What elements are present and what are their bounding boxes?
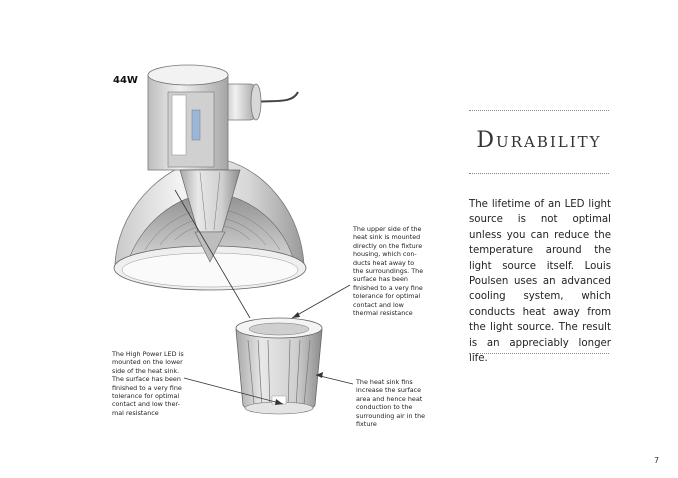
heat-sink-detail	[236, 318, 322, 414]
dotted-divider-top	[469, 110, 609, 111]
callout-upper-heat-sink: The upper side of the heat sink is mounted directly on the fixture housing, which con-ducts heat away to the surroundings. The surface has been finished to a very fine tolerance for optimal contact and low thermal resistance	[353, 225, 424, 318]
dotted-divider-bottom	[469, 353, 609, 354]
section-body: The lifetime of an LED light source is not optimal unless you can reduce the temperature around the light source itself. Louis Poulsen uses an advanced cooling system, which conducts heat away from the light source. The result is an appreciably longer life.	[469, 199, 611, 365]
callout-heat-sink-fins: The heat sink fins increase the surface area and hence heat conduction to the surrounding air in the fixture	[356, 378, 426, 429]
leader-line-top	[292, 285, 350, 318]
cable	[255, 92, 298, 102]
dotted-divider-middle	[469, 173, 609, 174]
section-heading: Durability	[476, 128, 602, 153]
wattage-label: 44W	[113, 75, 138, 86]
top-housing	[148, 65, 228, 170]
page-number: 7	[654, 456, 660, 465]
callout-high-power-led: The High Power LED is mounted on the lower side of the heat sink. The surface has been finished to a very fine tolerance for optimal contact and low ther-mal resistance	[112, 350, 184, 417]
